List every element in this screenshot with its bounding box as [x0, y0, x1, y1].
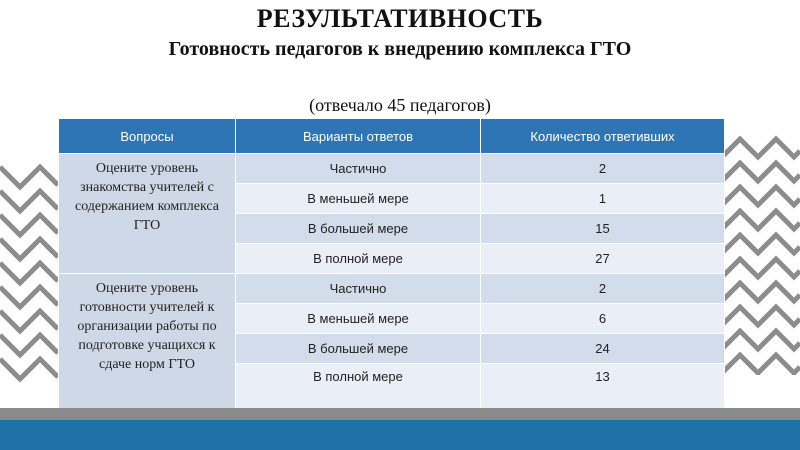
footer-stripe-gray [0, 408, 800, 420]
count-cell: 2 [481, 274, 725, 304]
option-cell: В большей мере [236, 334, 481, 364]
table-row [59, 154, 725, 184]
header-options: Варианты ответов [236, 119, 481, 154]
footer-stripe-blue [0, 420, 800, 450]
table-row [59, 274, 725, 304]
count-cell: 13 [481, 364, 725, 411]
page-subtitle: Готовность педагогов к внедрению комплекса ГТО [168, 38, 632, 60]
chevron-pattern-left [0, 155, 58, 395]
option-cell: В меньшей мере [236, 304, 481, 334]
respondent-count: (отвечало 45 педагогов) [309, 95, 491, 115]
results-table [58, 118, 725, 411]
option-cell: Частично [236, 154, 481, 184]
count-cell: 15 [481, 214, 725, 244]
header-count: Количество ответивших [481, 119, 725, 154]
header-questions: Вопросы [59, 119, 236, 154]
option-cell: В полной мере [236, 364, 481, 411]
option-cell: В полной мере [236, 244, 481, 274]
question-cell: Оцените уровень знакомства учителей с содержанием комплекса ГТО [59, 154, 236, 274]
option-cell: В большей мере [236, 214, 481, 244]
count-cell: 2 [481, 154, 725, 184]
count-cell: 27 [481, 244, 725, 274]
option-cell: В меньшей мере [236, 184, 481, 214]
chevron-pattern-right [718, 135, 800, 375]
option-cell: Частично [236, 274, 481, 304]
question-cell: Оцените уровень готовности учителей к организации работы по подготовке учащихся к сдаче норм ГТО [59, 274, 236, 411]
count-cell: 6 [481, 304, 725, 334]
table-header-row [59, 119, 725, 154]
page-title: РЕЗУЛЬТАТИВНОСТЬ [256, 4, 544, 33]
count-cell: 24 [481, 334, 725, 364]
count-cell: 1 [481, 184, 725, 214]
